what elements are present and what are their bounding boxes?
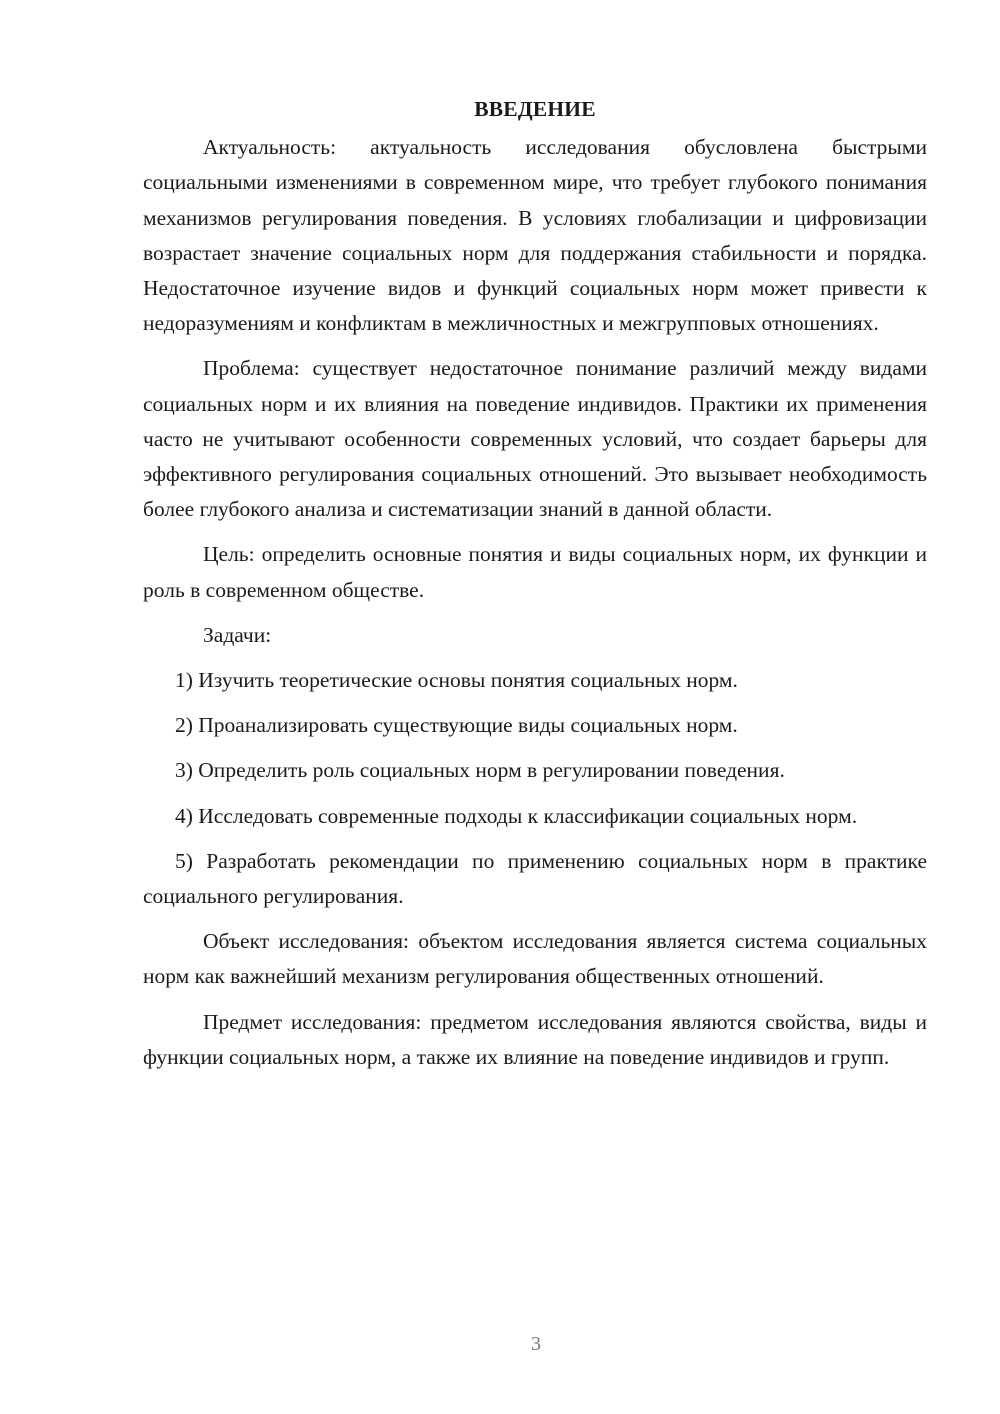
object-paragraph: Объект исследования: объектом исследования является система социальных норм как важнейший механизм регулирования общественных отношений. [143,929,927,989]
page-number: 3 [531,1333,541,1355]
task-item-1: 1) Изучить теоретические основы понятия социальных норм. [175,668,738,693]
task-item-4: 4) Исследовать современные подходы к классификации социальных норм. [175,803,858,828]
goal-paragraph: Цель: определить основные понятия и виды социальных норм, их функции и роль в современном обществе. [143,542,927,602]
problem-paragraph: Проблема: существует недостаточное понимание различий между видами социальных норм и их влияния на поведение индивидов. Практики их применения часто не учитывают особенности современных условий, что создает барьеры для эффективного регулирования социальных отношений. Это вызывает необходимость более глубокого анализа и систематизации знаний в данной области. [143,356,927,522]
section-heading: ВВЕДЕНИЕ [474,97,596,121]
tasks-label: Задачи: [203,622,272,647]
task-item-5: 5) Разработать рекомендации по применению социальных норм в практике социального регулирования. [143,848,927,909]
page-body [143,92,927,1085]
relevance-paragraph: Актуальность: актуальность исследования обусловлена быстрыми социальными изменениями в современном мире, что требует глубокого понимания механизмов регулирования поведения. В условиях глобализации и цифровизации возрастает значение социальных норм для поддержания стабильности и порядка. Недостаточное изучение видов и функций социальных норм может привести к недоразумениям и конфликтам в межличностных и межгрупповых отношениях. [143,135,927,336]
task-item-3: 3) Определить роль социальных норм в регулировании поведения. [175,758,785,783]
task-item-2: 2) Проанализировать существующие виды социальных норм. [175,713,738,738]
subject-paragraph: Предмет исследования: предметом исследования являются свойства, виды и функции социальных норм, а также их влияние на поведение индивидов и групп. [143,1009,927,1069]
